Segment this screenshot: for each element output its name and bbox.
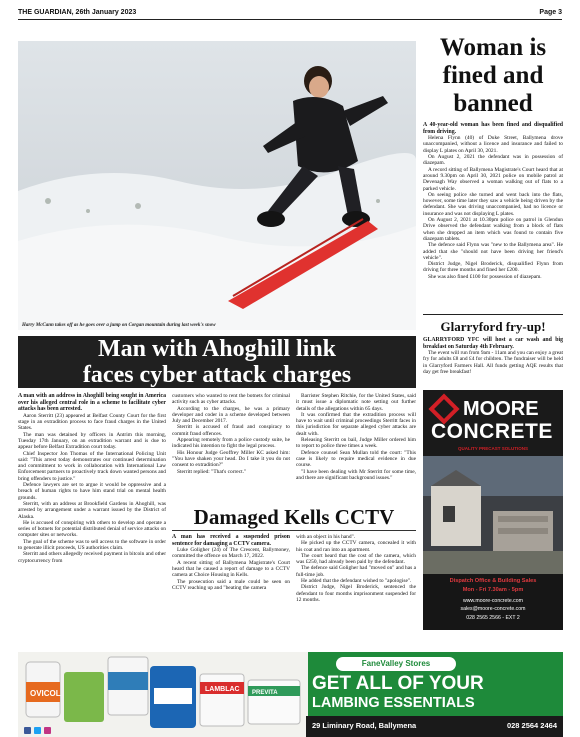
sledge-photo [18, 41, 416, 330]
article-paragraph: The man was detained by officers in Antrim this morning, Tuesday 17th January, on an extradition warrant and is due to appear before Belfast Extradition court today. [18, 431, 166, 451]
fanevalley-headline-line2: LAMBING ESSENTIALS [312, 695, 475, 711]
product-label-lamblac: LAMBLAC [205, 686, 240, 693]
article-paragraph: "I have been dealing with Mr Sterritt for some time, and there are significant background issues." [296, 468, 416, 481]
woman-headline: Woman is fined and banned [439, 34, 547, 117]
article-paragraph: Appearing remotely from a police custody suite, he indicated his intention to fight the legal process. [172, 437, 290, 450]
article-paragraph: The event will run from 9am - 11am and you can enjoy a great fry for adults £8 and £4 for children. The fundraiser will be held in Glarryford Farmers Hall. All funds getting AQE results that day get free breakfast! [423, 350, 563, 376]
product-label-previta: PREVITA [252, 690, 278, 696]
product-label-ovicol: OVICOL [30, 689, 61, 698]
masthead-date: THE GUARDIAN, 26th January 2023 [18, 8, 137, 16]
article-paragraph: Luke Goligher (24) of The Crescent, Ballymoney, committed the offence on March 17, 2022. [172, 547, 290, 560]
fanevalley-phone: 028 2564 2464 [506, 721, 557, 730]
article-paragraph: A man with an address in Ahoghill being sought in America over his alleged central role in a scheme to facilitate cyber attacks has been arrested. [18, 393, 166, 413]
article-paragraph: Aaron Sterritt (23) appeared at Belfast County Court for the first stage in an extradition process to face fraud charges in the United States. [18, 412, 166, 432]
article-paragraph: He added that the defendant wished to "apologise". [301, 578, 412, 585]
page-header [18, 6, 562, 18]
header-rule [18, 19, 562, 20]
article-paragraph: A record sitting of Ballymena Magistrate's Court heard that at around 9.30pm on April 30, 2021 police on mobile patrol at Devenagh Way observed a woman walking out of flats to a parked vehicle. [423, 166, 563, 192]
article-paragraph: A 40-year-old woman has been fined and disqualified from driving. [423, 122, 563, 135]
moore-brand-bottom: CONCRETE [431, 420, 553, 443]
twitter-icon[interactable] [34, 727, 41, 734]
ad-header [423, 390, 563, 456]
glarryford-headline: Glarryford fry-up! [440, 319, 546, 334]
moore-hours: Mon - Fri 7.30am - 5pm [462, 587, 524, 593]
moore-office-title: Dispatch Office & Building Sales [449, 578, 537, 584]
cyber-column-1 [18, 393, 166, 564]
cyber-headline-line1: Man with Ahoghill link [97, 336, 337, 362]
social-icons [24, 727, 51, 734]
moore-email-link[interactable]: sales@moore-concrete.com [460, 606, 526, 612]
article-paragraph: customers who wanted to rent the botnets for criminal activity such as cyber attacks. [172, 393, 290, 406]
article-paragraph: Releasing Sterritt on bail, Judge Miller ordered him to report to police three times a week. [296, 437, 416, 450]
kells-headline: Damaged Kells CCTV [172, 504, 416, 531]
article-paragraph: Sterritt, with an address at Brookfield Gardens in Ahoghill, was arrested by arrangement under a warrant issued by the District of Alaska. [18, 500, 166, 520]
fanevalley-ad[interactable] [18, 652, 563, 737]
instagram-icon[interactable] [44, 727, 51, 734]
photo-caption: Harry McCann takes off as he goes over a jump on Corgan mountain during last week's snow [22, 323, 216, 328]
article-paragraph: The goal of the scheme was to sell access to the software in order to generate illicit proceeds, US authorities claim. [18, 538, 166, 552]
glarryford-article [423, 337, 563, 375]
article-paragraph: Sterritt is accused of fraud and conspiracy to commit fraud offences. [172, 424, 290, 437]
article-paragraph: The court heard that the cost of the camera, which was £250, had already been paid by the defendant. [296, 552, 416, 566]
article-paragraph: The defence said Flynn was "new to the Ballymena area". He added that she "should not have been driving her friend's vehicle". [423, 242, 563, 261]
article-paragraph: GLARRYFORD YFC will host a car wash and big breakfast on Saturday 4th February. [423, 337, 563, 350]
fanevalley-text-panel [306, 652, 563, 737]
article-paragraph: Sterritt replied: "That's correct." [177, 468, 247, 475]
article-paragraph: A recent sitting of Ballymena Magistrate's Court heard that he caused a report of damage to a CCTV camera at Choice Housing in Kells. [172, 559, 290, 579]
article-paragraph: On seeing police she turned and went back into the flats, however, some time later they saw a vehicle being driven by the defendant. She was driving unaccompanied, had no licence or insurance and was not displaying L plates. [423, 191, 563, 217]
page-number: Page 3 [539, 8, 562, 16]
cyber-headline-banner [18, 336, 416, 388]
fanevalley-headline-line1: GET ALL OF YOUR [312, 673, 484, 694]
cyber-column-2 [172, 393, 290, 475]
moore-brand-top: MOORE [463, 398, 539, 420]
column-rule [423, 314, 563, 315]
article-paragraph: According to the charges, he was a primary developer and coder in a scheme developed between July and December 2017. [172, 405, 290, 425]
kells-column-2 [296, 534, 416, 603]
article-paragraph: Barrister Stephen Ritchie, for the United States, said it must issue a diplomatic note setting out further details of the allegations within 65 days. [296, 393, 416, 412]
article-paragraph: On August 2, 2021 the defendant was in possession of diazepam. [423, 154, 563, 167]
article-paragraph: District Judge, Nigel Broderick, sentenced the defendant to four months imprisonment suspended for 12 months. [296, 584, 416, 603]
article-paragraph: District Judge, Nigel Broderick, disqualified Flynn from driving for three months and fined her £200. [423, 261, 563, 274]
article-paragraph: He is accused of conspiring with others to develop and operate a series of botnets for potential distributed denial of service attacks on computer sites or networks. [18, 519, 166, 539]
fanevalley-footer-bar [306, 716, 563, 737]
article-paragraph: His Honour Judge Geoffrey Miller KC asked him: "You have shaken your head. Do I take it you do not consent to extradition?" [172, 449, 290, 469]
facebook-icon[interactable] [24, 727, 31, 734]
kells-column-1 [172, 534, 290, 591]
moore-phone: 028 2565 2566 - EXT 2 [466, 615, 520, 621]
article-paragraph: The defence said Goligher had "moved on" and has a full-time job. [296, 565, 416, 578]
fanevalley-logo: FaneValley Stores [336, 657, 456, 671]
article-paragraph: Defence counsel Sean Mullan told the court: "This case is likely to require medical evidence in due course. [296, 449, 416, 469]
article-paragraph: She was also fined £100 for possession of diazepam. [428, 273, 542, 280]
cyber-column-3 [296, 393, 416, 481]
article-paragraph: with an object in his hand". [296, 534, 356, 540]
cyber-headline-line2: faces cyber attack charges [82, 362, 352, 388]
article-paragraph: The prosecution said a male could be seen on CCTV reaching up and "beating the camera [172, 578, 290, 591]
article-paragraph: On August 2, 2021 at 10.30pm police on patrol in Glendun Drive observed the defendant walking from a block of flats when she dropped an item which was found to contain five diazepam tablets. [423, 217, 563, 242]
precast-products-photo [423, 456, 563, 574]
fanevalley-address: 29 Liminary Road, Ballymena [312, 721, 417, 730]
woman-article [423, 122, 563, 280]
article-paragraph: He picked up the CCTV camera, concealed it with his coat and ran into an apartment. [296, 540, 416, 553]
moore-website-link[interactable]: www.moore-concrete.com [463, 598, 523, 604]
moore-concrete-ad[interactable] [423, 390, 563, 630]
article-paragraph: It was confirmed that the extradition process will have to wait until criminal proceedings Sterritt faces in this jurisdiction for separate alleged cyber attacks are dealt with. [296, 411, 416, 437]
article-paragraph: Chief Inspector Jon Thomas of the International Policing Unit said: "This arrest today demonstrates our continued determination and commitment to work in collaboration with International Law Enforcement partners to proactively track down wanted persons and bring offenders to justice." [18, 450, 166, 482]
article-paragraph: A man has received a suspended prison sentence for damaging a CCTV camera. [172, 534, 290, 547]
article-paragraph: Sterritt and others allegedly received payment in bitcoin and other cryptocurrency from [18, 551, 166, 564]
products-photo [18, 652, 308, 737]
snow-scene-illustration [18, 41, 416, 330]
article-paragraph: Helena Flynn (40) of Duke Street, Ballymena drove unaccompanied, without a licence and insurance and failed to display L plates on April 30, 2021. [423, 135, 563, 154]
moore-tagline: QUALITY PRECAST SOLUTIONS [458, 446, 528, 451]
article-paragraph: Defence lawyers are set to argue it would be oppressive and a breach of human rights to have him stand trial on mental health grounds. [18, 482, 166, 501]
